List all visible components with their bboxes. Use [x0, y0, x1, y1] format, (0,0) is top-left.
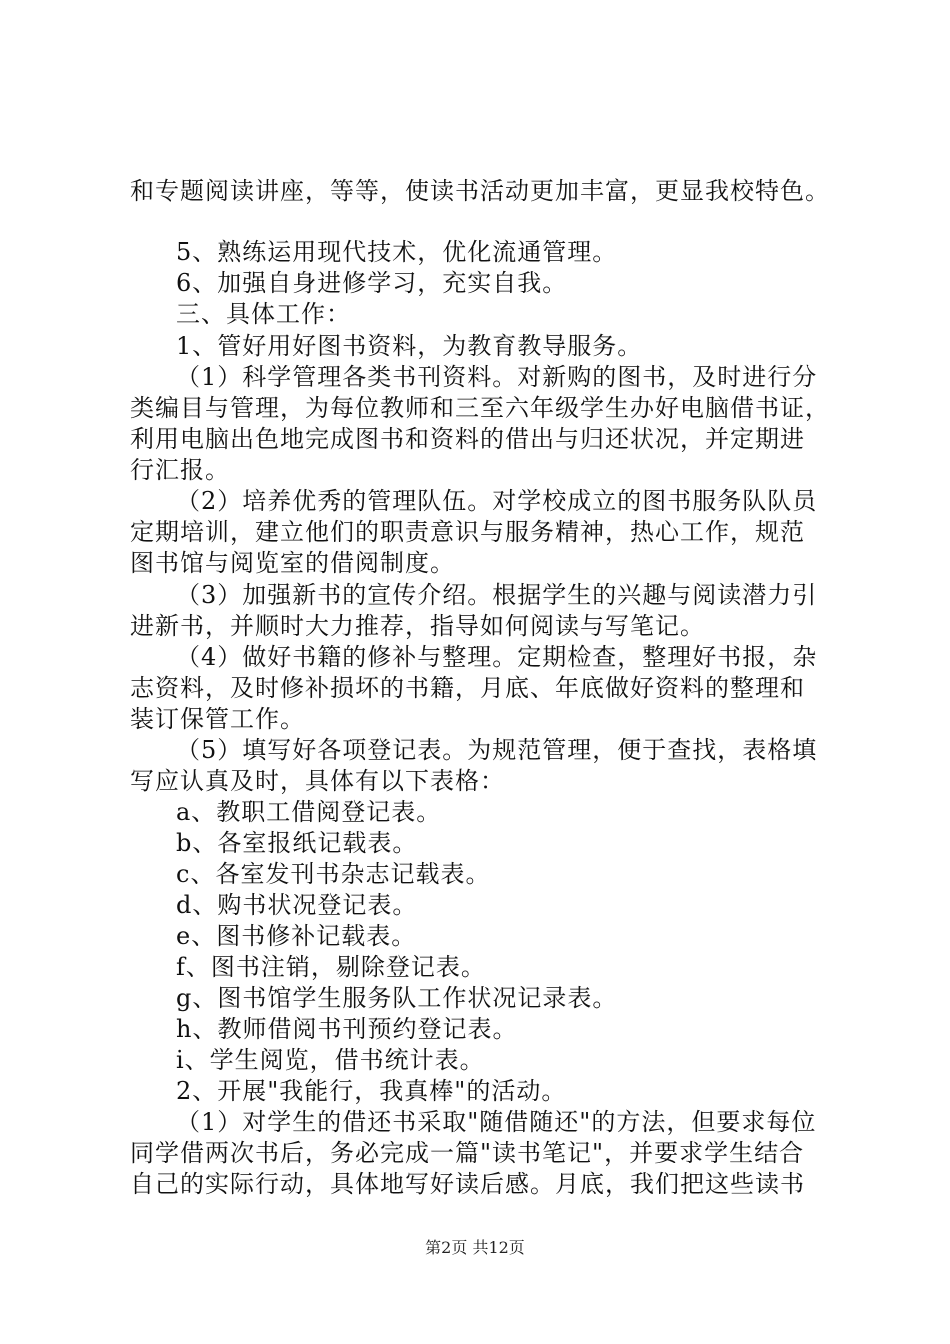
- text-line: （5）填写好各项登记表。为规范管理，便于查找，表格填: [176, 736, 818, 764]
- list-item: g、图书馆学生服务队工作状况记录表。: [176, 984, 618, 1012]
- text-line: （1）科学管理各类书刊资料。对新购的图书，及时进行分: [176, 363, 818, 391]
- text-line: 2、开展"我能行，我真棒"的活动。: [176, 1077, 567, 1105]
- text-line: 行汇报。: [130, 456, 230, 484]
- text-line: 自己的实际行动，具体地写好读后感。月底，我们把这些读书: [130, 1170, 805, 1198]
- list-item: c、各室发刊书杂志记载表。: [176, 860, 491, 888]
- text-line: 进新书，并顺时大力推荐，指导如何阅读与写笔记。: [130, 612, 705, 640]
- list-item: i、学生阅览，借书统计表。: [176, 1046, 485, 1074]
- list-item: e、图书修补记载表。: [176, 922, 417, 950]
- text-line: （4）做好书籍的修补与整理。定期检查，整理好书报，杂: [176, 643, 818, 671]
- list-item: h、教师借阅书刊预约登记表。: [176, 1015, 518, 1043]
- text-line: 利用电脑出色地完成图书和资料的借出与归还状况，并定期进: [130, 425, 805, 453]
- text-line: 5、熟练运用现代技术，优化流通管理。: [176, 238, 618, 266]
- text-line: 图书馆与阅览室的借阅制度。: [130, 549, 455, 577]
- text-line: 1、管好用好图书资料，为教育教导服务。: [176, 332, 643, 360]
- text-line: 6、加强自身进修学习，充实自我。: [176, 269, 568, 297]
- text-line: （3）加强新书的宣传介绍。根据学生的兴趣与阅读潜力引: [176, 581, 818, 609]
- text-line: 写应认真及时，具体有以下表格：: [130, 767, 505, 795]
- text-line: （1）对学生的借还书采取"随借随还"的方法，但要求每位: [176, 1108, 817, 1136]
- list-item: f、图书注销，剔除登记表。: [176, 953, 486, 981]
- list-item: b、各室报纸记载表。: [176, 829, 418, 857]
- section-heading: 三、具体工作：: [176, 300, 351, 328]
- list-item: d、购书状况登记表。: [176, 891, 418, 919]
- text-line: 装订保管工作。: [130, 705, 305, 733]
- text-line: （2）培养优秀的管理队伍。对学校成立的图书服务队队员: [176, 487, 818, 515]
- text-line: 志资料，及时修补损坏的书籍，月底、年底做好资料的整理和: [130, 674, 805, 702]
- page-footer: 第2页 共12页: [425, 1238, 525, 1257]
- text-line: 同学借两次书后，务必完成一篇"读书笔记"，并要求学生结合: [130, 1139, 805, 1167]
- text-line: 类编目与管理，为每位教师和三至六年级学生办好电脑借书证，: [130, 394, 830, 422]
- list-item: a、教职工借阅登记表。: [176, 798, 442, 826]
- text-line: 和专题阅读讲座，等等，使读书活动更加丰富，更显我校特色。: [130, 177, 830, 205]
- text-line: 定期培训，建立他们的职责意识与服务精神，热心工作，规范: [130, 518, 805, 546]
